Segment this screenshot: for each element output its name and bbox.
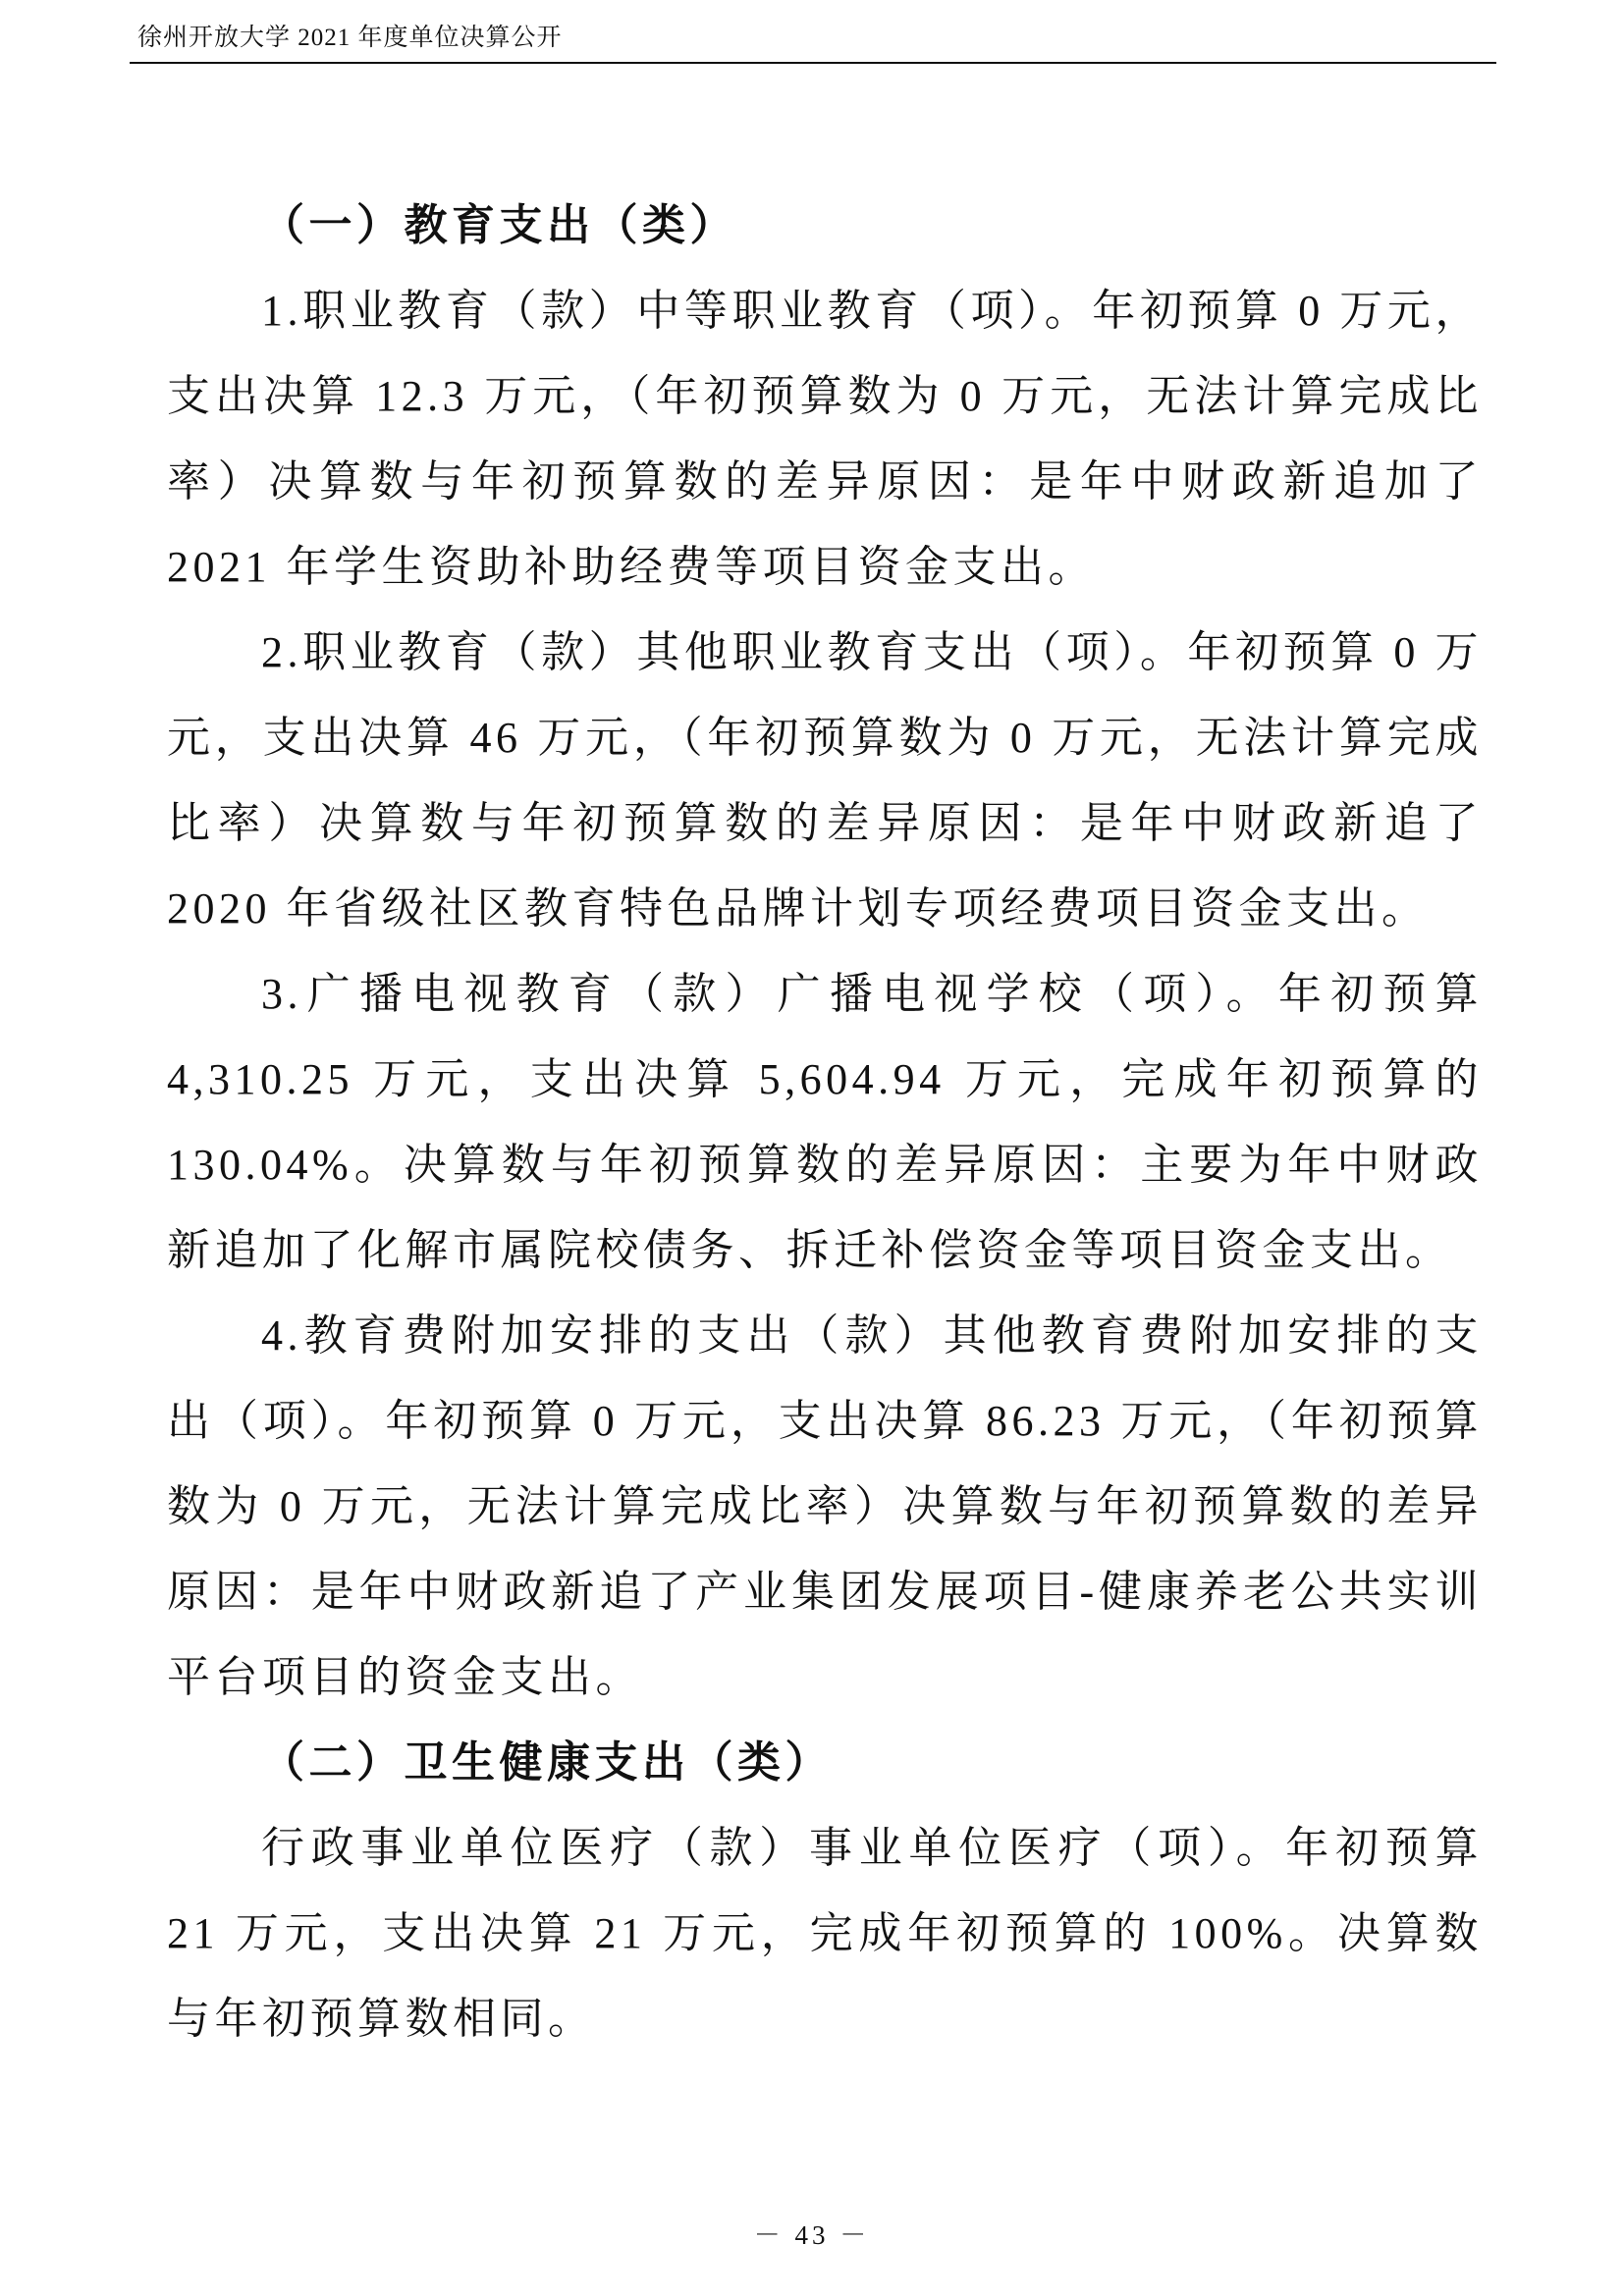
page-number: － 43 － <box>753 2220 871 2250</box>
paragraph-other-vocational-education-item: 2.职业教育（款）其他职业教育支出（项）。年初预算 0 万元，支出决算 46 万元，（年初预算数为 0 万元，无法计算完成比率）决算数与年初预算数的差异原因：是年中财政新追了 2020 年省级社区教育特色品牌计划专项经费项目资金支出。 <box>167 628 1483 933</box>
section-heading-education-expenditure: （一）教育支出（类） <box>261 201 737 249</box>
page-footer <box>0 2214 1624 2252</box>
paragraph-medical-care-item: 行政事业单位医疗（款）事业单位医疗（项）。年初预算 21 万元，支出决算 21 万元，完成年初预算的 100%。决算数与年初预算数相同。 <box>167 1824 1483 2043</box>
document-body <box>167 183 1483 2061</box>
running-header <box>130 18 1496 64</box>
paragraph-education-surcharge-item: 4.教育费附加安排的支出（款）其他教育费附加安排的支出（项）。年初预算 0 万元，支出决算 86.23 万元，（年初预算数为 0 万元，无法计算完成比率）决算数与年初预算数的差异原因：是年中财政新追了产业集团发展项目-健康养老公共实训平台项目的资金支出。 <box>167 1311 1483 1701</box>
section-heading-health-expenditure: （二）卫生健康支出（类） <box>261 1738 833 1787</box>
header-title: 徐州开放大学 2021 年度单位决算公开 <box>137 25 563 51</box>
paragraph-vocational-education-item: 1.职业教育（款）中等职业教育（项）。年初预算 0 万元，支出决算 12.3 万元，（年初预算数为 0 万元，无法计算完成比率）决算数与年初预算数的差异原因：是年中财政新追加了 2021 年学生资助补助经费等项目资金支出。 <box>167 287 1483 591</box>
paragraph-radio-tv-education-item: 3.广播电视教育（款）广播电视学校（项）。年初预算 4,310.25 万元，支出决算 5,604.94 万元，完成年初预算的 130.04%。决算数与年初预算数的差异原因：主要为年中财政新追加了化解市属院校债务、拆迁补偿资金等项目资金支出。 <box>167 970 1483 1274</box>
